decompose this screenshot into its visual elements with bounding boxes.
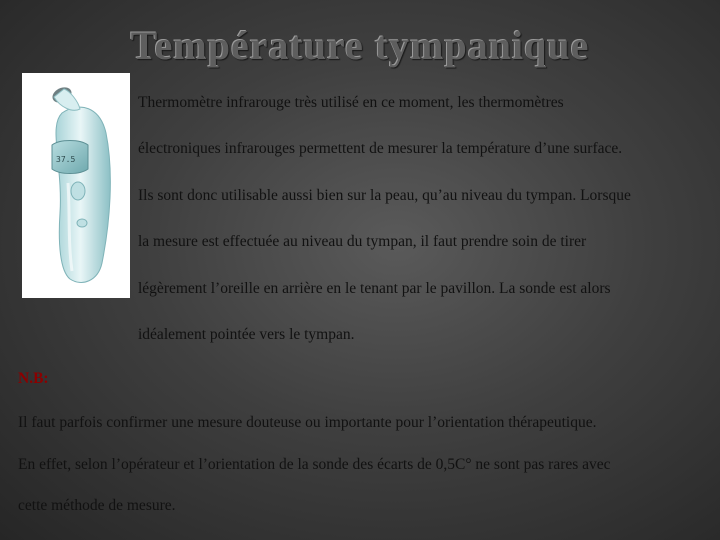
thermometer-button	[71, 182, 85, 200]
paragraph-line: Thermomètre infrarouge très utilisé en ce moment, les thermomètres	[138, 94, 564, 111]
thermometer-button	[77, 219, 87, 227]
paragraph-line: idéalement pointée vers le tympan.	[138, 325, 355, 343]
description-paragraph	[138, 80, 708, 358]
slide-title: Température tympanique	[130, 23, 590, 68]
nb-line: Il faut parfois confirmer une mesure douteuse ou importante pour l’orientation thérapeutique.	[18, 414, 597, 431]
thermometer-photo	[22, 73, 130, 298]
ear-thermometer-illustration	[22, 73, 130, 298]
nb-paragraph	[18, 402, 718, 527]
paragraph-line: la mesure est effectuée au niveau du tympan, il faut prendre soin de tirer	[138, 233, 587, 251]
nb-line: En effet, selon l’opérateur et l’orientation de la sonde des écarts de 0,5C° ne sont pas rares avec	[18, 455, 611, 473]
paragraph-line: légèrement l’oreille en arrière en le tenant par le pavillon. La sonde est alors	[138, 279, 611, 297]
paragraph-line: Ils sont donc utilisable aussi bien sur la peau, qu’au niveau du tympan. Lorsque	[138, 186, 631, 204]
nb-label: N.B:	[18, 370, 49, 387]
nb-line: cette méthode de mesure.	[18, 497, 176, 514]
thermometer-readout: 37.5	[56, 155, 76, 164]
paragraph-line: électroniques infrarouges permettent de mesurer la température d’une surface.	[138, 140, 623, 158]
